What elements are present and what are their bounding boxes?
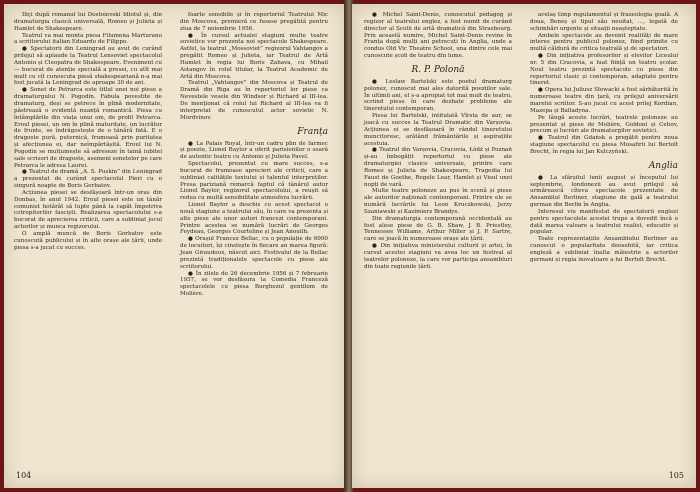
left-column-2	[180, 12, 328, 298]
paragraph: ● Din inițiativa ministerului culturii și artei, în cursul acestei stagiuni va avea loc un festival al teatrelor poloneze, la care vor participa ansambluri din toate regiunile țării.	[364, 243, 512, 270]
paragraph: ● Leslaw Bartelski este poetul dramaturg polonez, cunoscut mai ales datorită poeziilor sale. În ultimii ani, el s-a apropiat tot mai mult de teatru, scriind piese în care dezbate probleme ale tineretului contemporan.	[364, 78, 512, 113]
section-heading: Anglia	[648, 160, 678, 171]
paragraph: Interesul viu manifestat de spectatorii englezi pentru spectacolele acestei trupe a dovedit încă o dată marea valoare a teatrului realist, educativ și popular.	[530, 208, 678, 236]
paragraph: ● Din inițiativa profesorilor și elevilor Liceului nr. 5 din Cracovia, a luat ființă un teatru școlar. Noul teatru prezintă spectacole cu piese din repertoriul clasic și contemporan, adaptate pentru tineret.	[530, 53, 678, 87]
page-number-left: 104	[16, 471, 32, 480]
left-column-1	[14, 12, 162, 252]
paragraph: Multe teatre poloneze au pus în scenă și piese ale autorilor naționali contemporani. Printre ele se numără lucrările lui Leon Kruczkowski, Jerzy Szaniawski și Kazimierz Brandys.	[364, 188, 512, 215]
paragraph: Spectacolul, prezentat cu mare succes, s-a bucurat de frumoase aprecieri ale criticii, care a subliniat calitățile textului și talentul interpreților. Presa pariziană remarcă faptul că tânărul autor Lionel Baylor, regizorul spectacolului, a reușit să redea cu multă sensibilitate atmosfera lucrării.	[180, 161, 328, 202]
paragraph: ● La sfârșitul lunii august și începutul lui septembrie, londonezii au avut prilejul să urmărească cîteva spectacole prezentate de Ansamblul Berliner, stagiune de gală a teatrului german din Berlin în Anglia.	[530, 174, 678, 209]
paragraph: O amplă muncă de Boris Gorbatov este cunoscută publicului și în alte orașe ale țării, unde piesa s-a jucat cu succes.	[14, 231, 162, 251]
paragraph: Teatrul va mai monta piesa Filumena Marturano a scriitorului italian Eduardo de Filippo.	[14, 32, 162, 46]
paragraph: Piesa lui Bartelski, intitulată Vîrsta de aur, se joacă cu succes la Teatrul Dramatic din Varșovia. Acțiunea ei se desfășoară în rândul tineretului muncitoresc, arătând frământările și aspirațiile acestuia.	[364, 113, 512, 147]
paragraph: ● Orașul Francez Bellac, cu o populație de 6000 de locuitori, își cinstește în fiecare an marea figură: Jean Giraudoux, născut aici. Festivalul de la Bellac prezintă tradiționalele spectacole cu piese ale scriitorului.	[180, 236, 328, 270]
paragraph: Ambele spectacole au devenit realități de mare interes pentru publicul polonez, fiind primite cu multă căldură de critica teatrală și de spectatori.	[530, 32, 678, 53]
paragraph: ● Michel Saint-Denis, cunoscutul pedagog și regizor al teatrului englez, a fost numit de curând director al Școlii de artă dramatică din Strasbourg. Prin această numire, Michel Saint-Denis revine în Franța după mulți ani petrecuți în Anglia, unde a condus Old Vic Theatre School, una dintre cele mai cunoscute școli de teatru din lume.	[364, 12, 512, 60]
paragraph: ● Teatrul din Gdańsk a pregătit pentru noua stagiune spectacolul cu piesa Musafirii lui Bertolt Brecht, în regia lui Jan Kulczyński.	[530, 135, 678, 155]
left-page	[4, 4, 346, 488]
paragraph: Teatrul „Vahtangov” din Moscova și Teatrul de Dramă din Riga au în repertoriul lor piese ca Nevestele vesele din Windsor și Richard al III-lea. De menționat că rolul lui Richard al III-lea va fi interpretat de cunoscutul actor sovietic N. Mordvinov.	[180, 80, 328, 121]
paragraph: Iliçi după romanul lui Dostoievski Idiotul și, din dramaturgia clasică universală, Romeo și Julieta și Hamlet de Shakespeare.	[14, 12, 162, 32]
right-page	[352, 4, 696, 488]
page-number-right: 105	[668, 471, 684, 480]
paragraph: ● Spectatorii din Leningrad au avut de curând prilejul să aplaude la Teatrul Lensoviet spectacolul Antoniu și Cleopatra de Shakespeare. Eveniment cu — bucurat de atenție specială a presei, cu atît mai mult cu cît cunoscuta piesă shakespeariană n-a mai fost jucată la Leningrad de aproape 30 de ani.	[14, 46, 162, 87]
paragraph: Lionel Baylor a deschis cu acest spectacol o nouă stagiune a teatrului său, în care va prezenta și alte piese ale unor autori francezi contemporani. Printre acestea se numără lucrări de Georges Feydeau, Georges Courteline și Jean Anouilh.	[180, 202, 328, 236]
paragraph: ● Opera lui Juliusz Słowacki a fost sărbătorită în numeroase teatre din țară, cu prilejul aniversării marelui scriitor. S-au jucat cu acest prilej Kordian, Mazepa și Balladyna.	[530, 87, 678, 114]
paragraph: Din dramaturgia contemporană occidentală au fost alese piese de G. B. Shaw, J. B. Priestley, Tennessee Williams, Arthur Miller și J. P. Sartre, care se joacă în numeroase orașe ale țării.	[364, 215, 512, 243]
right-column-2	[530, 12, 678, 264]
paragraph: Pe lângă aceste lucrări, teatrele poloneze au prezentat și piese de Molière, Goldoni și Cehov, precum și lucrări ale dramaturgilor sovietici.	[530, 114, 678, 135]
section-heading: R. P. Polonă	[411, 64, 465, 75]
paragraph: ● În zilele de 26 decembrie 1956 și 7 februarie 1957, se vor desfășura la Comedia Franceză spectacolele cu piesa Burghezul gentilom de Molière.	[180, 270, 328, 298]
paragraph: ● În cursul actualei stagiuni multe teatre sovietice vor prezenta noi spectacole Shakespeare. Astfel, la teatrul „Mossoviet” regizorul Vahtangov a pregătit Romeo și Julieta, iar Teatrul de Artă Hamlet în regia lui Boris Zahava, cu Mihail Astangov în rolul titular, la Teatrul Academic de Artă din Moscova.	[180, 32, 328, 80]
paragraph: Toate reprezentațiile Ansamblului Berliner au cunoscut o popularitate deosebită, iar critica engleză a subliniat înalta măiestrie a actorilor germani și regia inovatoare a lui Bertolt Brecht.	[530, 236, 678, 263]
section-heading: Franța	[297, 126, 328, 137]
paragraph: ● Teatrul din Varșovia, Cracovia, Łódź și Poznań și-au îmbogățit repertoriul cu piese ale dramaturgiei clasice universale, printre care Romeo și Julieta de Shakespeare, Tragedia lui Faust de Goethe, Regele Lear, Hamlet și Visul unei nopți de vară.	[364, 147, 512, 188]
paragraph: Acțiunea piesei se desfășoară într-un oraș din Donbas, în anul 1942. Eroul piesei este un tânăr comunist hotărât să lupte până la capăt împotriva cotropitorilor fasciști. Realizarea spectacolului s-a bucurat de aprecierea criticii, care a subliniat jocul actorilor și munca regizorului.	[14, 189, 162, 231]
paragraph: ● Teatrul de dramă „A. S. Puskin” din Leningrad a prezentat de curând spectacolul Pieri cu o singură noapte de Boris Gorbatov.	[14, 169, 162, 190]
paragraph: ● La Palais Royal, într-un cadru plin de farmec și poezie, Lionel Baylor a oferit parisienilor o seară de autentic teatru cu Antonio și Julieta Pavel.	[180, 140, 328, 161]
paragraph: ● Sonet de Petrarca este titlul unei noi piese a dramaturgului N. Pogodin. Fabula povestite de dramaturg, deși se petrece în plină modernitate, păstrează o evidentă nuanță romantică. Piesa cu întâmplările din viața unui om, de profil Petrarca. Eroul piesei, un om în plină maturitate, un lucrător de frunte, se îndrăgostește de o tânără fată. E o dragoste pură, puternică, frumoasă prin puritatea și afecțiunea ei, dar neîmpărtășită. Eroul lui N. Pogodin se mulțumește să adreseze în taină iubitei sale scrisori de dragoste, asemeni sonetelor pe care Petrarca le adresa Laurei.	[14, 87, 162, 169]
paragraph: acelaș timp regulamentul și frazeologia goală. A doua, Beneș și tipul său neuitat, ..., legată de schimbări urgente și situații neașteptate.	[530, 12, 678, 32]
right-column-1	[364, 12, 512, 271]
paragraph: foarte sensibile și în repertoriul Teatrului Mic din Moscova, premieră ce fusese pregătită pentru ziua de 7 noiembrie 1956.	[180, 12, 328, 32]
